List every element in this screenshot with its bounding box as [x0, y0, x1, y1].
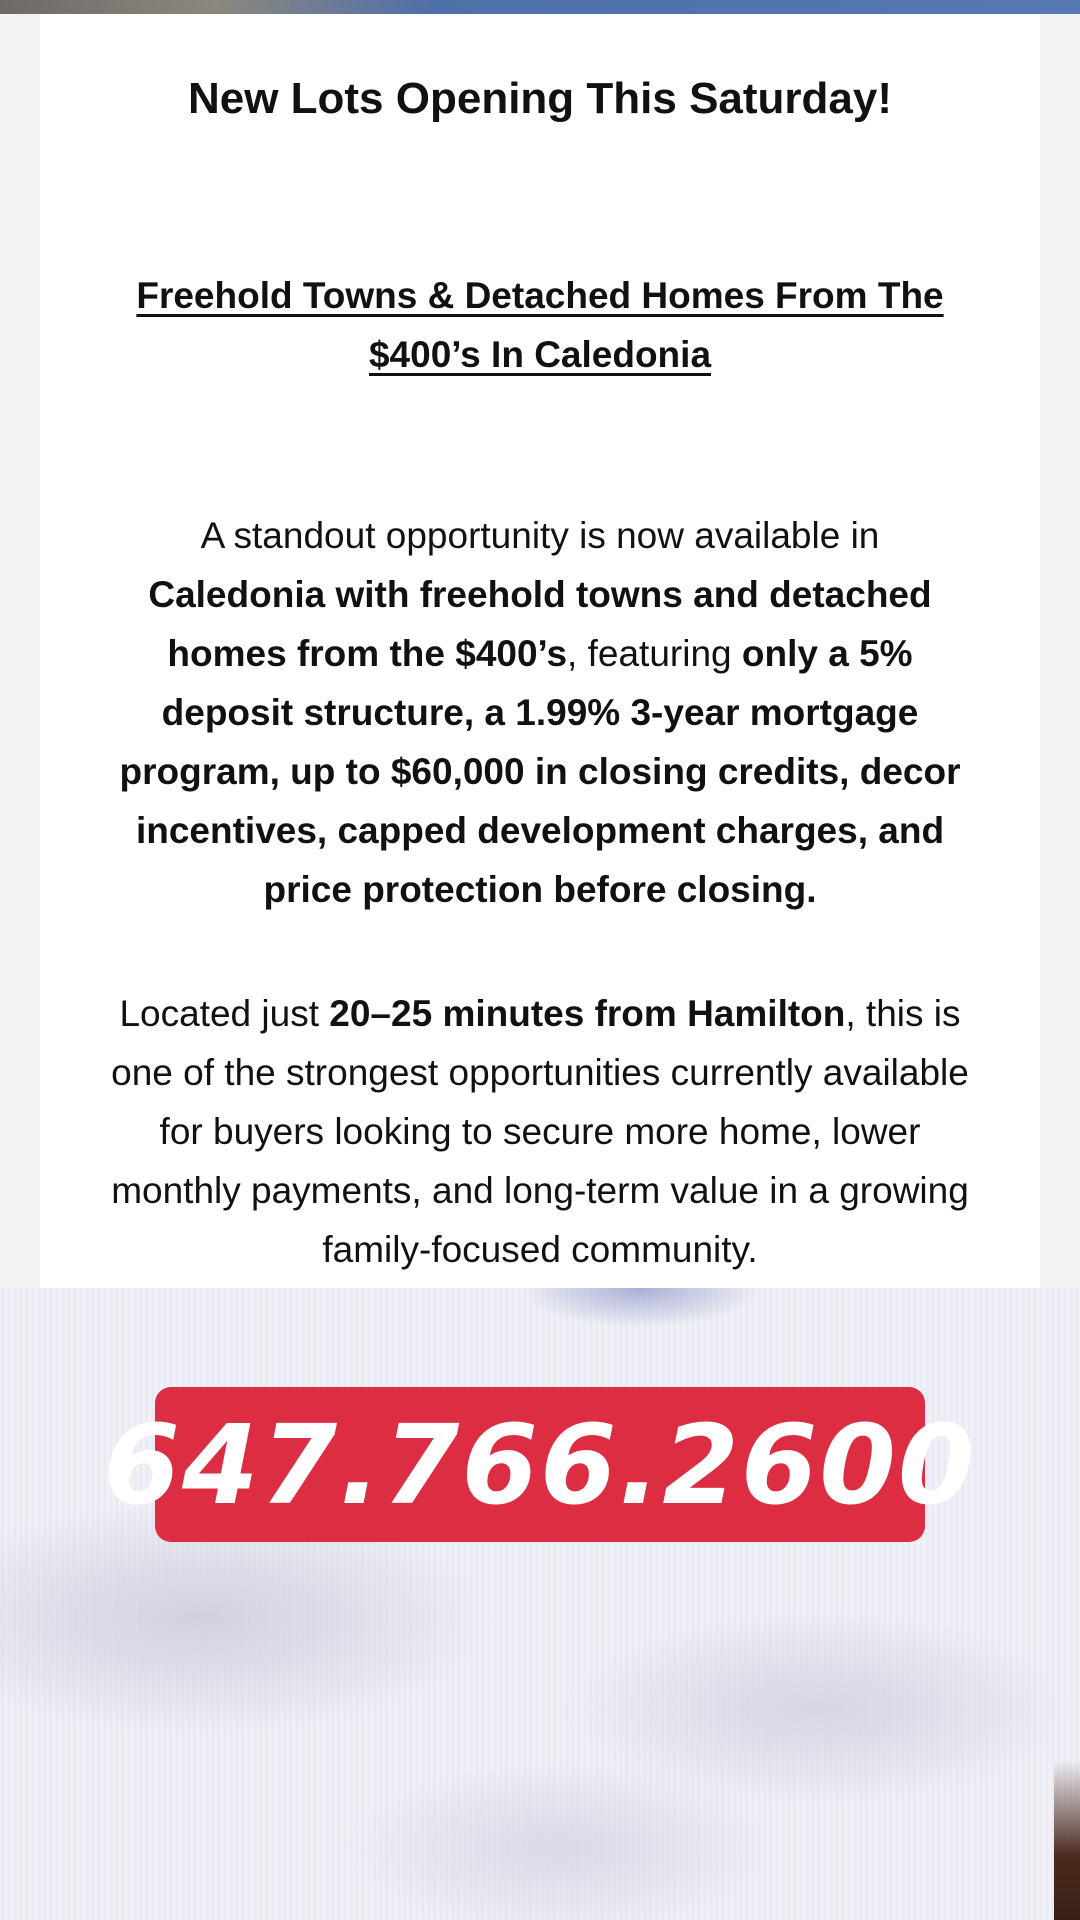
- text-bold: only a 5% deposit structure, a 1.99% 3-year mortgage program, up to $60,000 in closing credits, decor incentives, capped development charges, and price protection before closing.: [119, 633, 961, 910]
- text: , this is one of the strongest opportunities currently available for buyers looking to secure more home, lower monthly payments, and long-term value in a growing family-focused community.: [111, 993, 969, 1270]
- text-bold: Caledonia with freehold towns and detached homes from the $400’s: [148, 574, 932, 674]
- text: , featuring: [567, 633, 742, 674]
- background-photo-shirt: [0, 1288, 1080, 1920]
- paragraph-offer: [110, 506, 970, 919]
- subheadline: Freehold Towns & Detached Homes From The $400’s In Caledonia: [136, 275, 944, 375]
- headline: New Lots Opening This Saturday!: [187, 74, 893, 123]
- background-photo-top: [0, 0, 1080, 14]
- announcement-card: [40, 14, 1040, 1288]
- text: Located just: [119, 993, 330, 1034]
- paragraph-location: [100, 984, 980, 1279]
- background-photo-edge: [1054, 1760, 1080, 1920]
- phone-number-button[interactable]: 647.766.2600: [155, 1387, 925, 1542]
- text-bold: 20–25 minutes from Hamilton: [329, 993, 846, 1034]
- text: A standout opportunity is now available in: [200, 515, 880, 556]
